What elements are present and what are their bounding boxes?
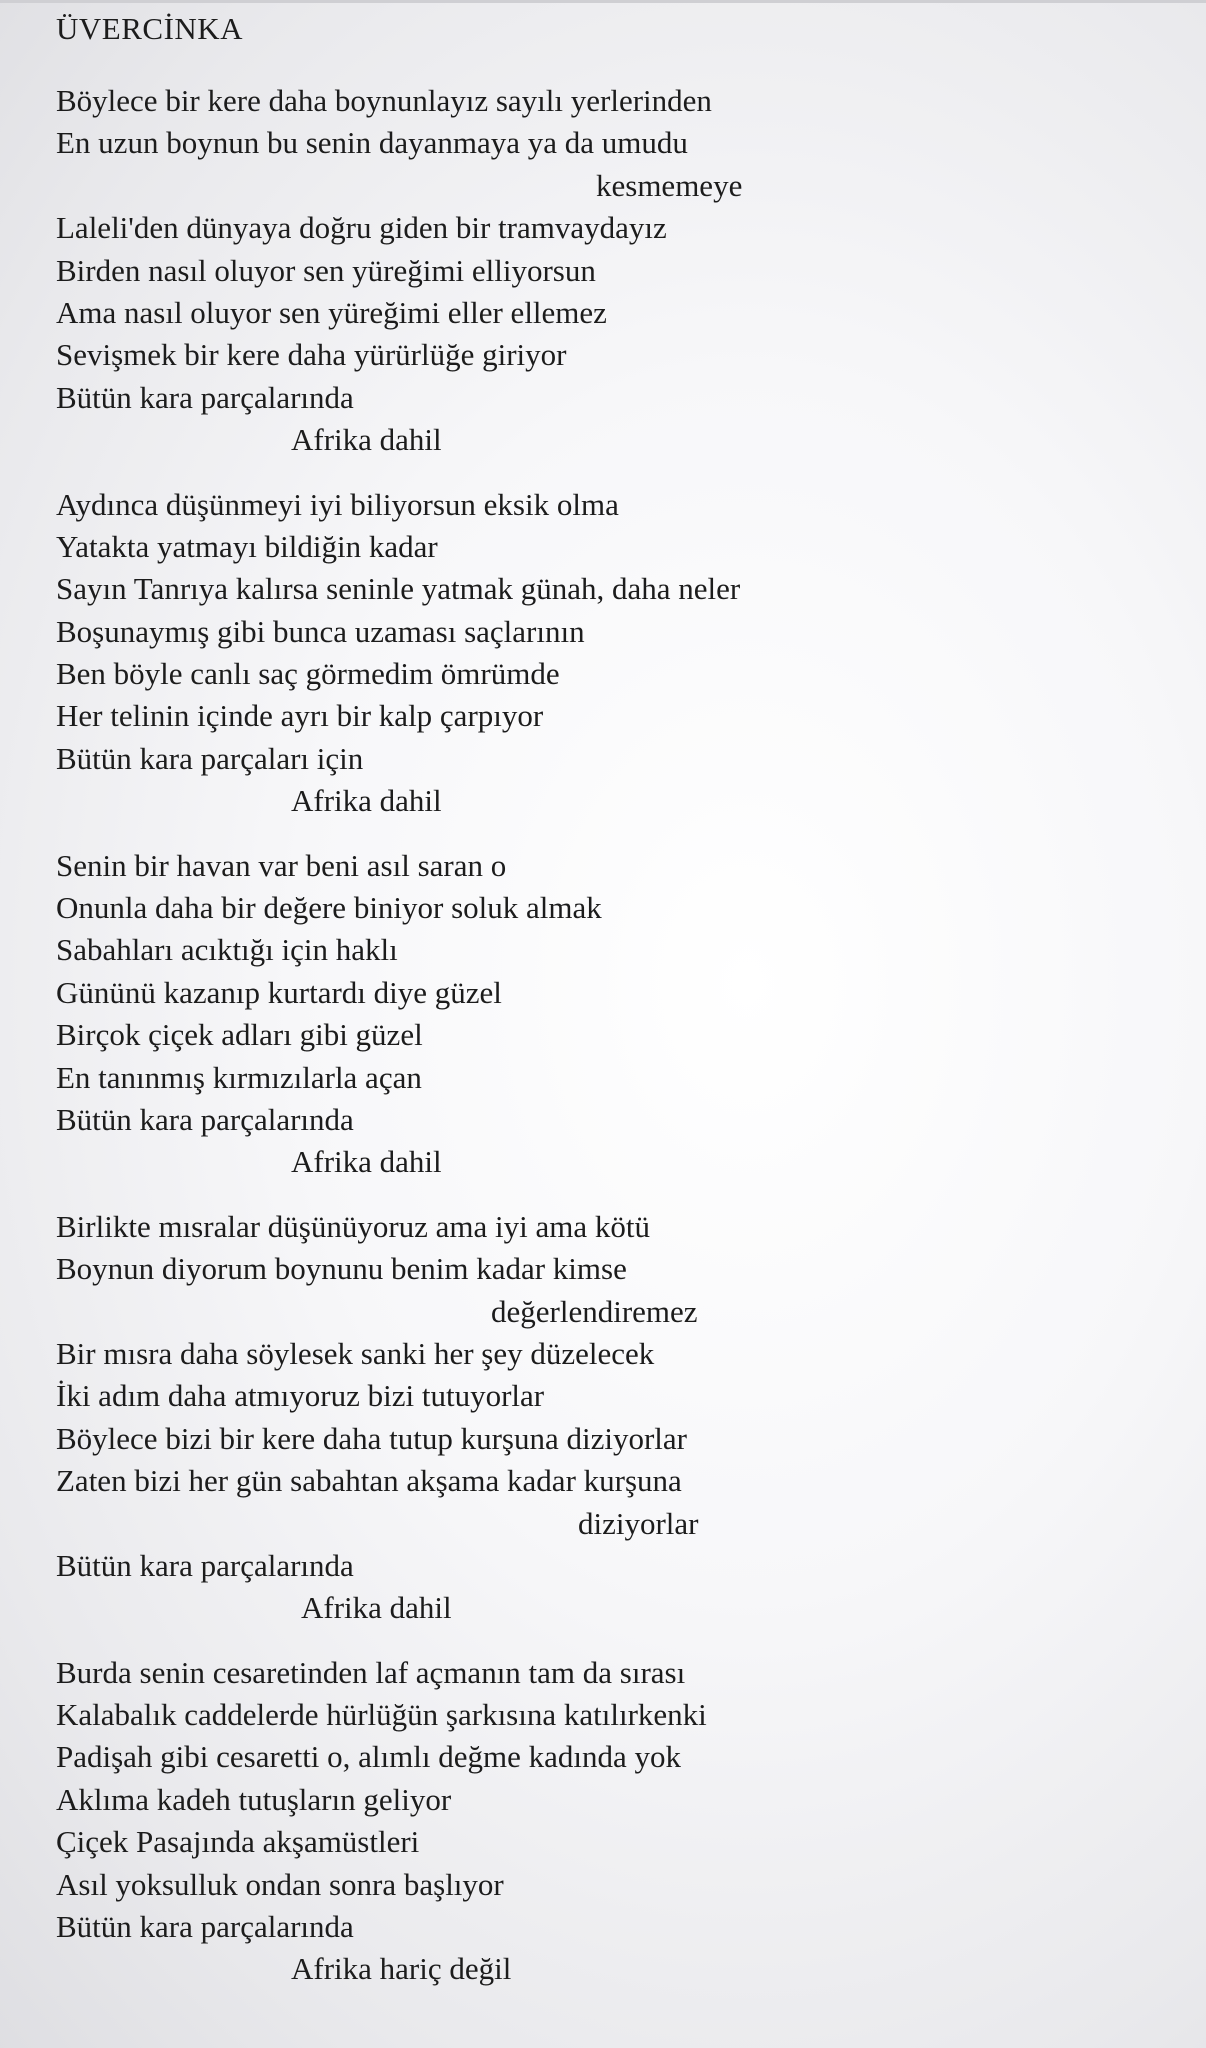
poem-line: Sevişmek bir kere daha yürürlüğe giriyor xyxy=(56,337,567,373)
refrain-line: Bütün kara parçalarında xyxy=(56,1547,354,1583)
stanza xyxy=(56,845,1176,1184)
refrain-tail: Afrika dahil xyxy=(291,422,442,458)
poem-line: Bir mısra daha söylesek sanki her şey düzelecek xyxy=(56,1335,655,1371)
refrain-tail: Afrika dahil xyxy=(291,783,442,819)
refrain-line: Bütün kara parçalarında xyxy=(56,379,354,415)
poem-line: Sayın Tanrıya kalırsa seninle yatmak günah, daha neler xyxy=(56,571,741,607)
poem-line: Zaten bizi her gün sabahtan akşama kadar kurşuna xyxy=(56,1463,682,1499)
refrain-tail: Afrika hariç değil xyxy=(291,1951,512,1987)
poem-line: Kalabalık caddelerde hürlüğün şarkısına katılırkenki xyxy=(56,1697,707,1733)
poem-line: Aklıma kadeh tutuşların geliyor xyxy=(56,1781,452,1817)
top-border xyxy=(0,0,1206,3)
poem-line: Aydınca düşünmeyi iyi biliyorsun eksik olma xyxy=(56,486,619,522)
poem-line: Boşunaymış gibi bunca uzaması saçlarının xyxy=(56,613,585,649)
poem-line: Padişah gibi cesaretti o, alımlı değme kadında yok xyxy=(56,1739,682,1775)
poem-line: Burda senin cesaretinden laf açmanın tam da sırası xyxy=(56,1654,686,1690)
poem-page xyxy=(56,8,1176,2013)
refrain-line: Bütün kara parçalarında xyxy=(56,1101,354,1137)
poem-line: Böylece bizi bir kere daha tutup kurşuna diziyorlar xyxy=(56,1420,687,1456)
poem-line: Ben böyle canlı saç görmedim ömrümde xyxy=(56,656,560,692)
poem-line: Çiçek Pasajında akşamüstleri xyxy=(56,1824,420,1860)
poem-line: Asıl yoksulluk ondan sonra başlıyor xyxy=(56,1866,504,1902)
poem-line: Boynun diyorum boynunu benim kadar kimse xyxy=(56,1251,627,1287)
poem-line: Ama nasıl oluyor sen yüreğimi eller ellemez xyxy=(56,294,607,330)
poem-line: Onunla daha bir değere biniyor soluk almak xyxy=(56,890,602,926)
poem-line-continuation: diziyorlar xyxy=(578,1505,699,1541)
poem-line: Senin bir havan var beni asıl saran o xyxy=(56,847,507,883)
poem-line: En uzun boynun bu senin dayanmaya ya da umudu xyxy=(56,125,688,161)
poem-line: Sabahları acıktığı için haklı xyxy=(56,932,398,968)
poem-line: En tanınmış kırmızılarla açan xyxy=(56,1059,422,1095)
refrain-tail: Afrika dahil xyxy=(291,1144,442,1180)
poem-line: Gününü kazanıp kurtardı diye güzel xyxy=(56,974,502,1010)
poem-title: ÜVERCİNKA xyxy=(56,11,244,46)
poem-line: Laleli'den dünyaya doğru giden bir tramvaydayız xyxy=(56,210,667,246)
poem-line-continuation: kesmemeye xyxy=(596,167,743,203)
refrain-line: Bütün kara parçaları için xyxy=(56,740,364,776)
stanza xyxy=(56,484,1176,823)
poem-line: İki adım daha atmıyoruz bizi tutuyorlar xyxy=(56,1378,545,1414)
poem-line-continuation: değerlendiremez xyxy=(491,1293,698,1329)
poem-line: Birlikte mısralar düşünüyoruz ama iyi ama kötü xyxy=(56,1208,651,1244)
poem-line: Böylece bir kere daha boynunlayız sayılı yerlerinden xyxy=(56,83,712,118)
poem-line: Her telinin içinde ayrı bir kalp çarpıyor xyxy=(56,698,544,734)
stanza xyxy=(56,80,1176,462)
stanza xyxy=(56,1206,1176,1630)
refrain-tail: Afrika dahil xyxy=(301,1590,452,1626)
poem-line: Birçok çiçek adları gibi güzel xyxy=(56,1017,423,1053)
stanza xyxy=(56,1652,1176,1991)
refrain-line: Bütün kara parçalarında xyxy=(56,1909,354,1945)
poem-line: Birden nasıl oluyor sen yüreğimi elliyorsun xyxy=(56,252,596,288)
poem-line: Yatakta yatmayı bildiğin kadar xyxy=(56,528,438,564)
